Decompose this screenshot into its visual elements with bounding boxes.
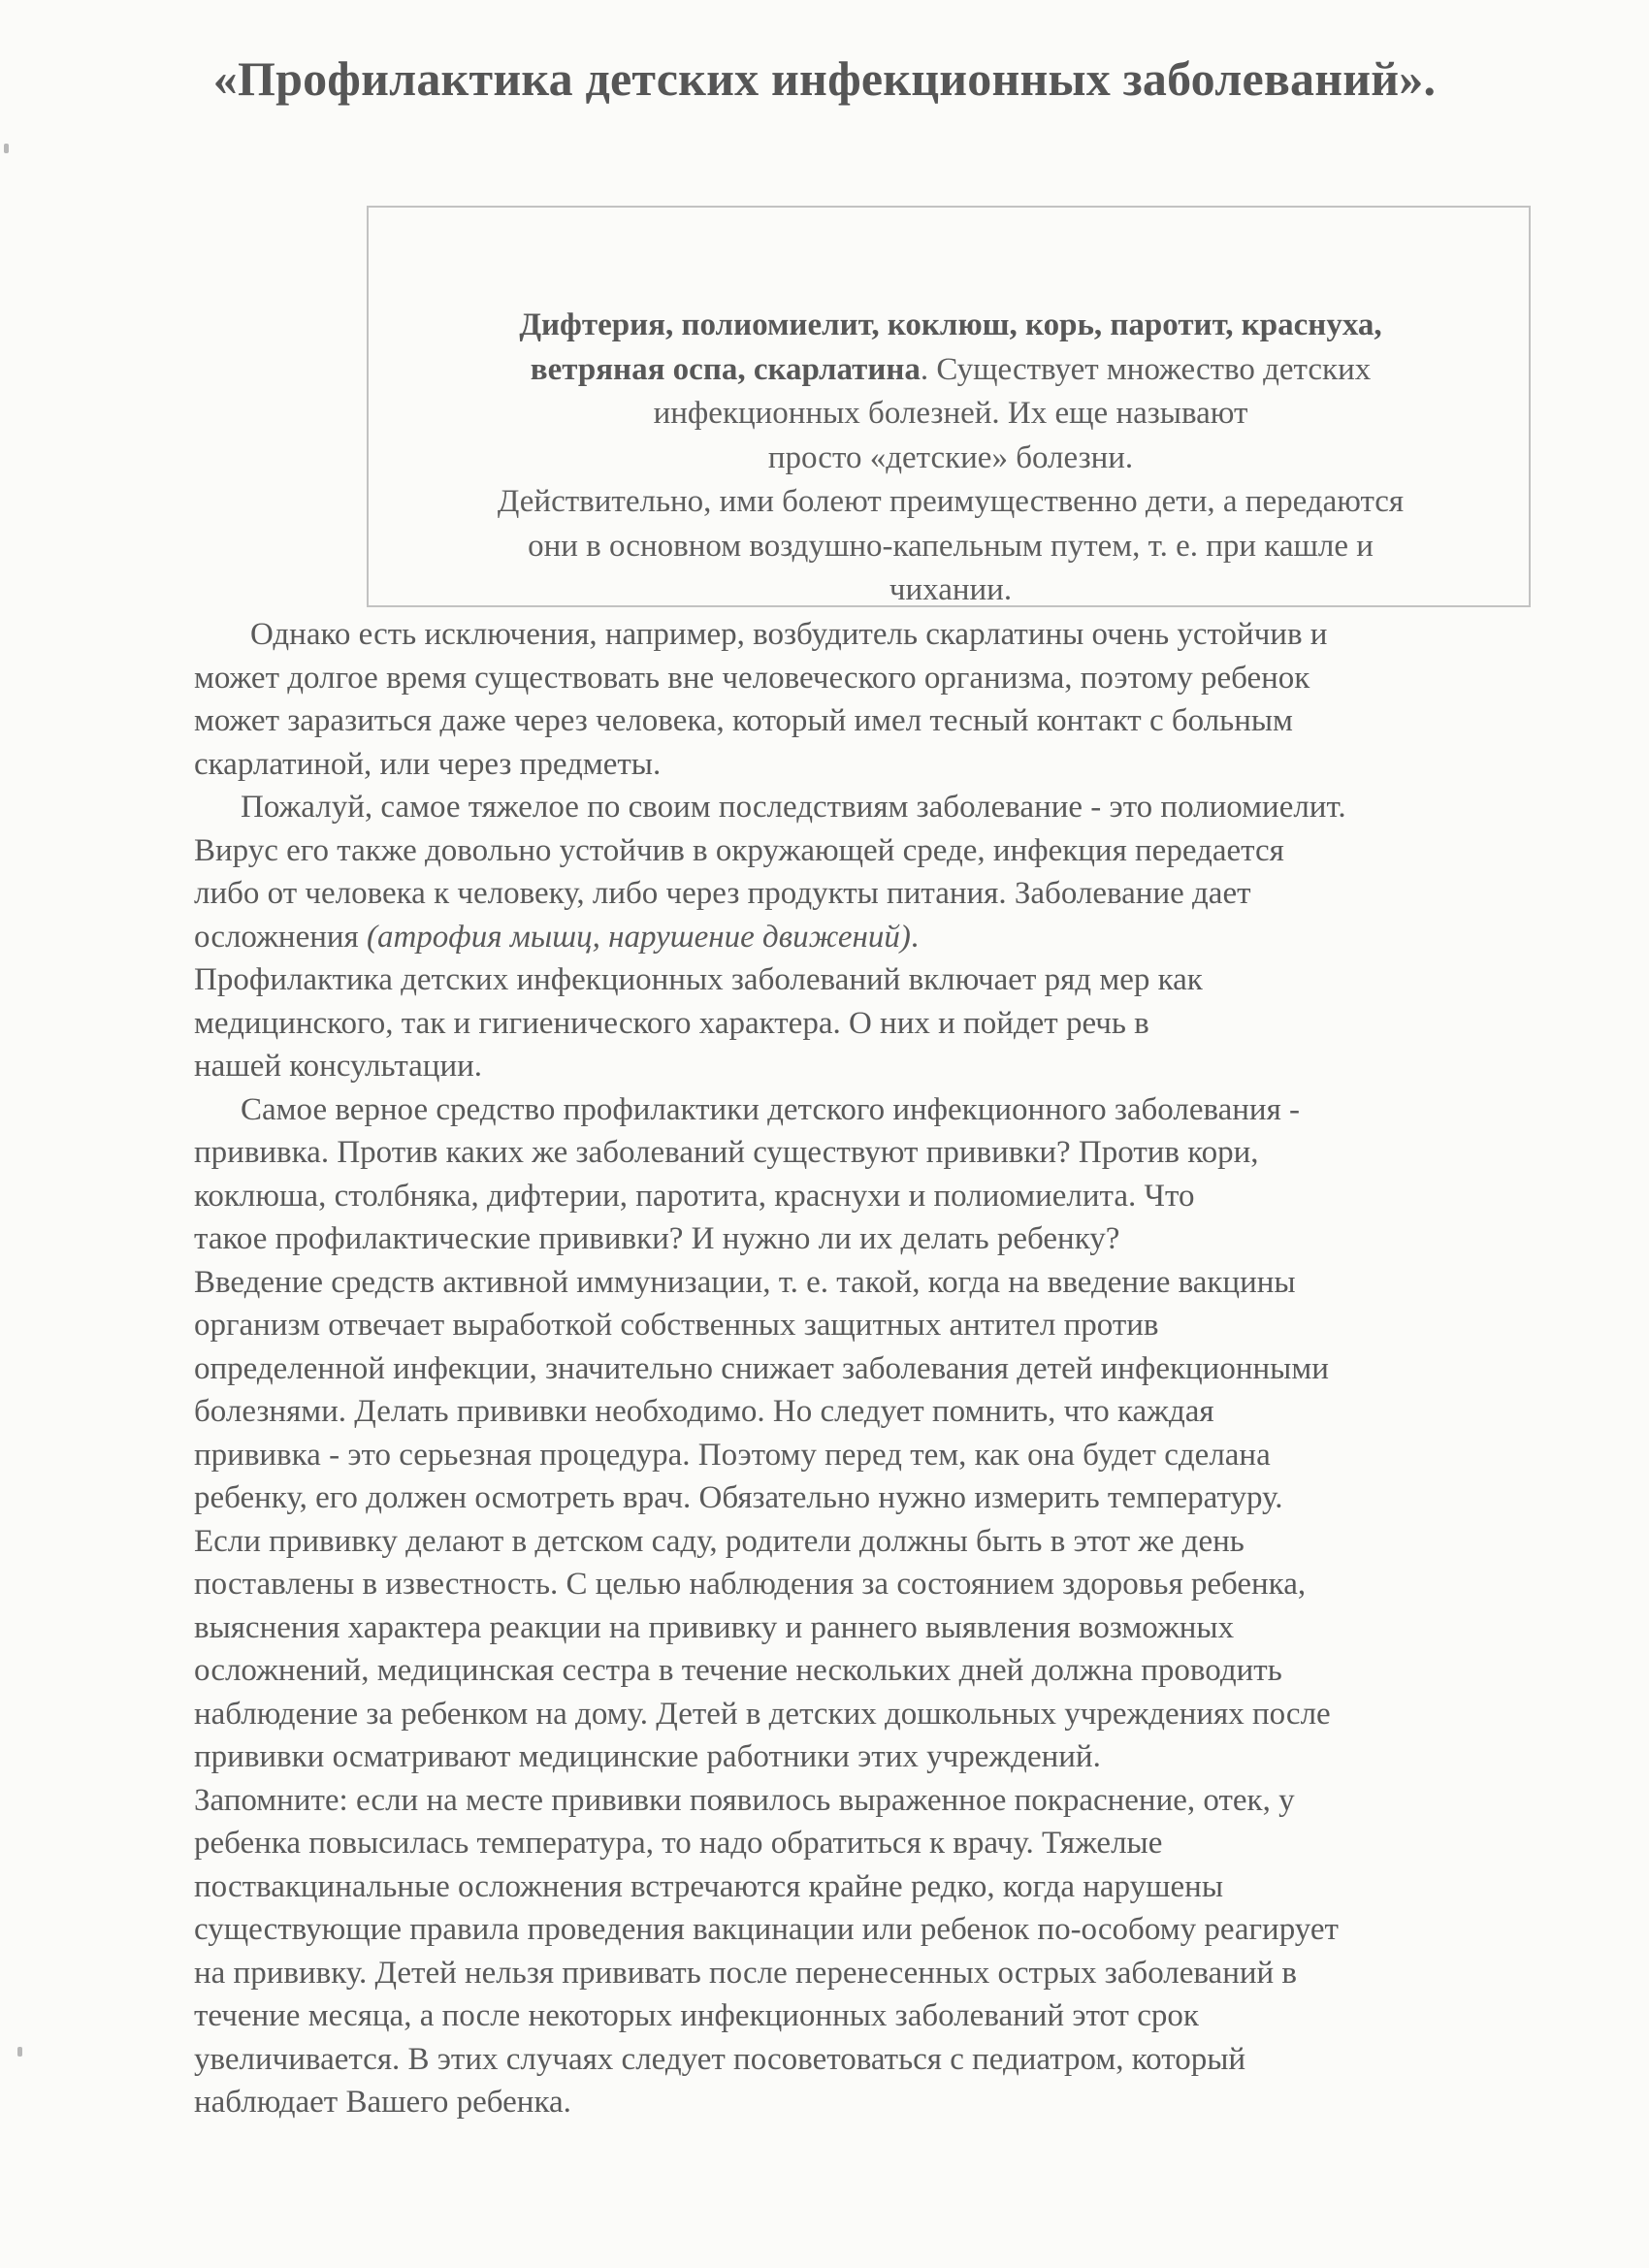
body-line: [194, 1304, 1552, 1347]
page-title: «Профилактика детских инфекционных заболеваний».: [212, 51, 1437, 106]
body-line-text: Если прививку делают в детском саду, родители должны быть в этот же день: [194, 1523, 1245, 1559]
body-line-text: болезнями. Делать прививки необходимо. Но следует помнить, что каждая: [194, 1394, 1214, 1429]
body-line: [194, 1908, 1552, 1952]
body-line-text: нашей консультации.: [194, 1049, 483, 1084]
body-line: [194, 958, 1552, 1002]
body-line-text: ребенку, его должен осмотреть врач. Обязательно нужно измерить температуру.: [194, 1480, 1283, 1515]
body-line: [194, 1952, 1552, 1995]
body-line: [194, 786, 1552, 829]
body-line: [194, 657, 1552, 700]
body-line: [194, 1476, 1552, 1520]
body-line: [194, 1779, 1552, 1823]
body-line-text: прививки осматривают медицинские работники этих учреждений.: [194, 1739, 1101, 1774]
body-line: [194, 1002, 1552, 1046]
body-line-text: коклюша, столбняка, дифтерии, паротита, краснухи и полиомиелита. Что: [194, 1178, 1195, 1214]
body-line-text: может заразиться даже через человека, который имел тесный контакт с больным: [194, 703, 1293, 738]
body-line-text: либо от человека к человеку, либо через продукты питания. Заболевание дает: [194, 876, 1251, 911]
body-line: [194, 1693, 1552, 1736]
body-line-text: может долгое время существовать вне человеческого организма, поэтому ребенок: [194, 660, 1310, 696]
body-line-text: выяснения характера реакции на прививку и раннего выявления возможных: [194, 1609, 1235, 1645]
body-line-text: на прививку. Детей нельзя прививать после перенесенных острых заболеваний в: [194, 1955, 1298, 1991]
body-line-text: течение месяца, а после некоторых инфекционных заболеваний этот срок: [194, 1998, 1199, 2033]
body-line-text: Профилактика детских инфекционных заболеваний включает ряд мер как: [194, 962, 1203, 997]
body-line-text: поствакцинальные осложнения встречаются крайне редко, когда нарушены: [194, 1868, 1224, 1904]
body-line-tail: .: [910, 919, 920, 955]
body-line: [194, 1606, 1552, 1650]
body-line: [194, 1735, 1552, 1779]
body-line-text: Пожалуй, самое тяжелое по своим последствиям заболевание - это полиомиелит.: [241, 790, 1346, 825]
body-line: [194, 1175, 1552, 1218]
body-line: [194, 743, 1552, 787]
body-line: [194, 1520, 1552, 1564]
body-line: [194, 916, 1552, 959]
body-line-text: Однако есть исключения, например, возбудитель скарлатины очень устойчив и: [250, 617, 1328, 652]
body-line: [194, 699, 1552, 743]
body-line-text: медицинского, так и гигиенического характера. О них и пойдет речь в: [194, 1005, 1149, 1041]
body-line-text: Вирус его также довольно устойчив в окружающей среде, инфекция передается: [194, 832, 1284, 868]
body-line-text: Запомните: если на месте прививки появилось выраженное покраснение, отек, у: [194, 1782, 1295, 1818]
intro-text: [388, 304, 1513, 613]
scan-speck-bottom: [17, 2047, 22, 2057]
body-line: [194, 1131, 1552, 1175]
body-line: [194, 1347, 1552, 1391]
body-line: [194, 613, 1552, 657]
body-line: [194, 1865, 1552, 1909]
body-line-text: поставлены в известность. С целью наблюдения за состоянием здоровья ребенка,: [194, 1567, 1307, 1602]
body-line: [194, 872, 1552, 916]
body-line: [194, 1261, 1552, 1305]
body-line: [194, 1045, 1552, 1088]
body-line-text: осложнений, медицинская сестра в течение нескольких дней должна проводить: [194, 1653, 1282, 1688]
body-line: [194, 1390, 1552, 1434]
body-line-text: Самое верное средство профилактики детского инфекционного заболевания -: [241, 1091, 1300, 1127]
body-line-text: ребенка повысилась температура, то надо обратиться к врачу. Тяжелые: [194, 1826, 1163, 1861]
body-line-text: организм отвечает выработкой собственных защитных антител против: [194, 1308, 1159, 1343]
body-line: [194, 1649, 1552, 1693]
intro-rest: . Существует множество детских инфекционных болезней. Их еще называют просто «детские» болезни. Действительно, ими болеют преимущественно дети, а передаются они в основном воздушно-капельным путем, т. е. при кашле и чихании.: [497, 351, 1405, 607]
body-line: [194, 1217, 1552, 1261]
body-line-text: наблюдает Вашего ребенка.: [194, 2085, 571, 2120]
body-line-text: прививка - это серьезная процедура. Поэтому перед тем, как она будет сделана: [194, 1437, 1271, 1473]
body-line-text: прививка. Против каких же заболеваний существуют прививки? Против кори,: [194, 1135, 1259, 1170]
body-line: [194, 1088, 1552, 1132]
body-line-text: осложнения: [194, 919, 367, 955]
body-line: [194, 2038, 1552, 2082]
body-text: [194, 613, 1552, 2124]
body-line-text: Введение средств активной иммунизации, т. е. такой, когда на введение вакцины: [194, 1264, 1296, 1300]
body-line-text: определенной инфекции, значительно снижает заболевания детей инфекционными: [194, 1350, 1329, 1386]
body-line-text: такое профилактические прививки? И нужно ли их делать ребенку?: [194, 1221, 1120, 1256]
body-line-italic: (атрофия мышц, нарушение движений): [366, 919, 911, 955]
body-line: [194, 1563, 1552, 1606]
scan-speck-top: [4, 144, 9, 153]
body-line-text: скарлатиной, или через предметы.: [194, 746, 662, 782]
body-line-text: наблюдение за ребенком на дому. Детей в детских дошкольных учреждениях после: [194, 1696, 1331, 1732]
body-line: [194, 1434, 1552, 1477]
body-line-text: существующие правила проведения вакцинации или ребенок по-особому реагирует: [194, 1912, 1339, 1947]
body-line: [194, 1994, 1552, 2038]
body-line: [194, 2081, 1552, 2124]
body-line-text: увеличивается. В этих случаях следует посоветоваться с педиатром, который: [194, 2041, 1246, 2077]
body-line: [194, 1822, 1552, 1865]
intro-lead-diseases: Дифтерия, полиомиелит, коклюш, корь, паротит, краснуха, ветряная оспа, скарлатина: [519, 308, 1382, 387]
body-line: [194, 829, 1552, 873]
